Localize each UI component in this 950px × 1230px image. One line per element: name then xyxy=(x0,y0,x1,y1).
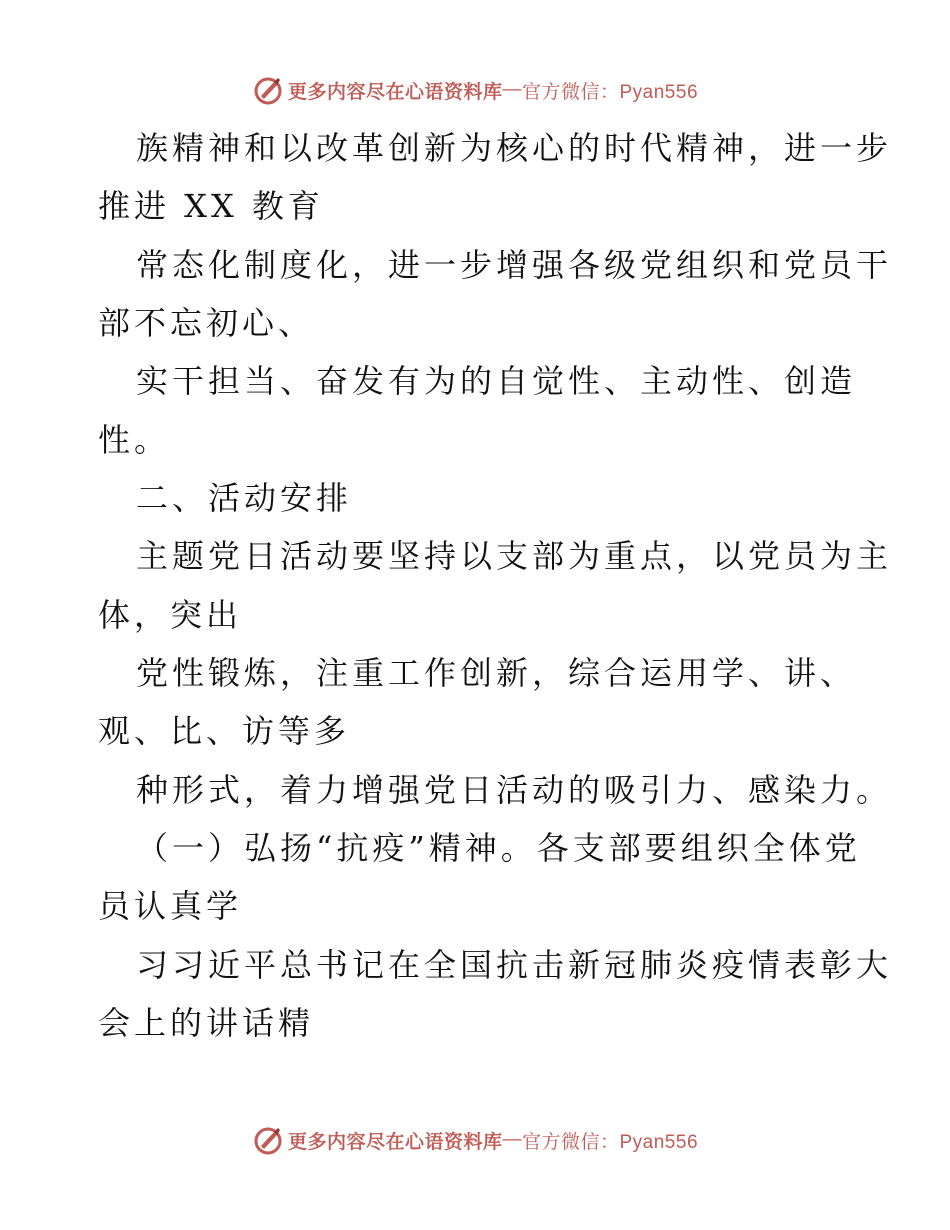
text-line: 习习近平总书记在全国抗击新冠肺炎疫情表彰大 xyxy=(136,946,893,984)
text-line: 员认真学 xyxy=(98,887,243,925)
text-line: 部不忘初心、 xyxy=(98,304,315,342)
text-line: 性。 xyxy=(98,421,171,459)
section-heading: 二、活动安排 xyxy=(136,479,353,517)
watermark-dash: — xyxy=(502,1129,522,1150)
watermark-text: 更多内容尽在心语资料库 xyxy=(287,1130,503,1153)
text-line: （一）弘扬“抗疫”精神。各支部要组织全体党 xyxy=(136,829,861,867)
text-line: 族精神和以改革创新为核心的时代精神，进一步 xyxy=(136,129,893,167)
watermark-banner-bottom xyxy=(0,1120,950,1160)
watermark-wechat: 官方微信：Pyan556 xyxy=(522,1131,699,1153)
text-line: 观、比、访等多 xyxy=(98,712,351,750)
text-line: 党性锻炼，注重工作创新，综合运用学、讲、 xyxy=(136,654,857,692)
watermark-banner-top xyxy=(0,70,950,110)
text-line: 主题党日活动要坚持以支部为重点，以党员为主 xyxy=(136,537,893,575)
text-line: 体，突出 xyxy=(98,596,243,634)
watermark-dash: — xyxy=(502,79,522,100)
watermark-text: 更多内容尽在心语资料库 xyxy=(287,80,503,103)
text-line: 种形式，着力增强党日活动的吸引力、感染力。 xyxy=(136,771,893,809)
text-line: 会上的讲话精 xyxy=(98,1004,315,1042)
text-line: 常态化制度化，进一步增强各级党组织和党员干 xyxy=(136,246,893,284)
watermark-wechat: 官方微信：Pyan556 xyxy=(522,81,699,103)
watermark-logo-icon xyxy=(252,74,284,106)
watermark-logo-icon xyxy=(252,1124,284,1156)
text-line: 实干担当、奋发有为的自觉性、主动性、创造 xyxy=(136,362,857,400)
text-line: 推进 XX 教育 xyxy=(98,187,324,225)
